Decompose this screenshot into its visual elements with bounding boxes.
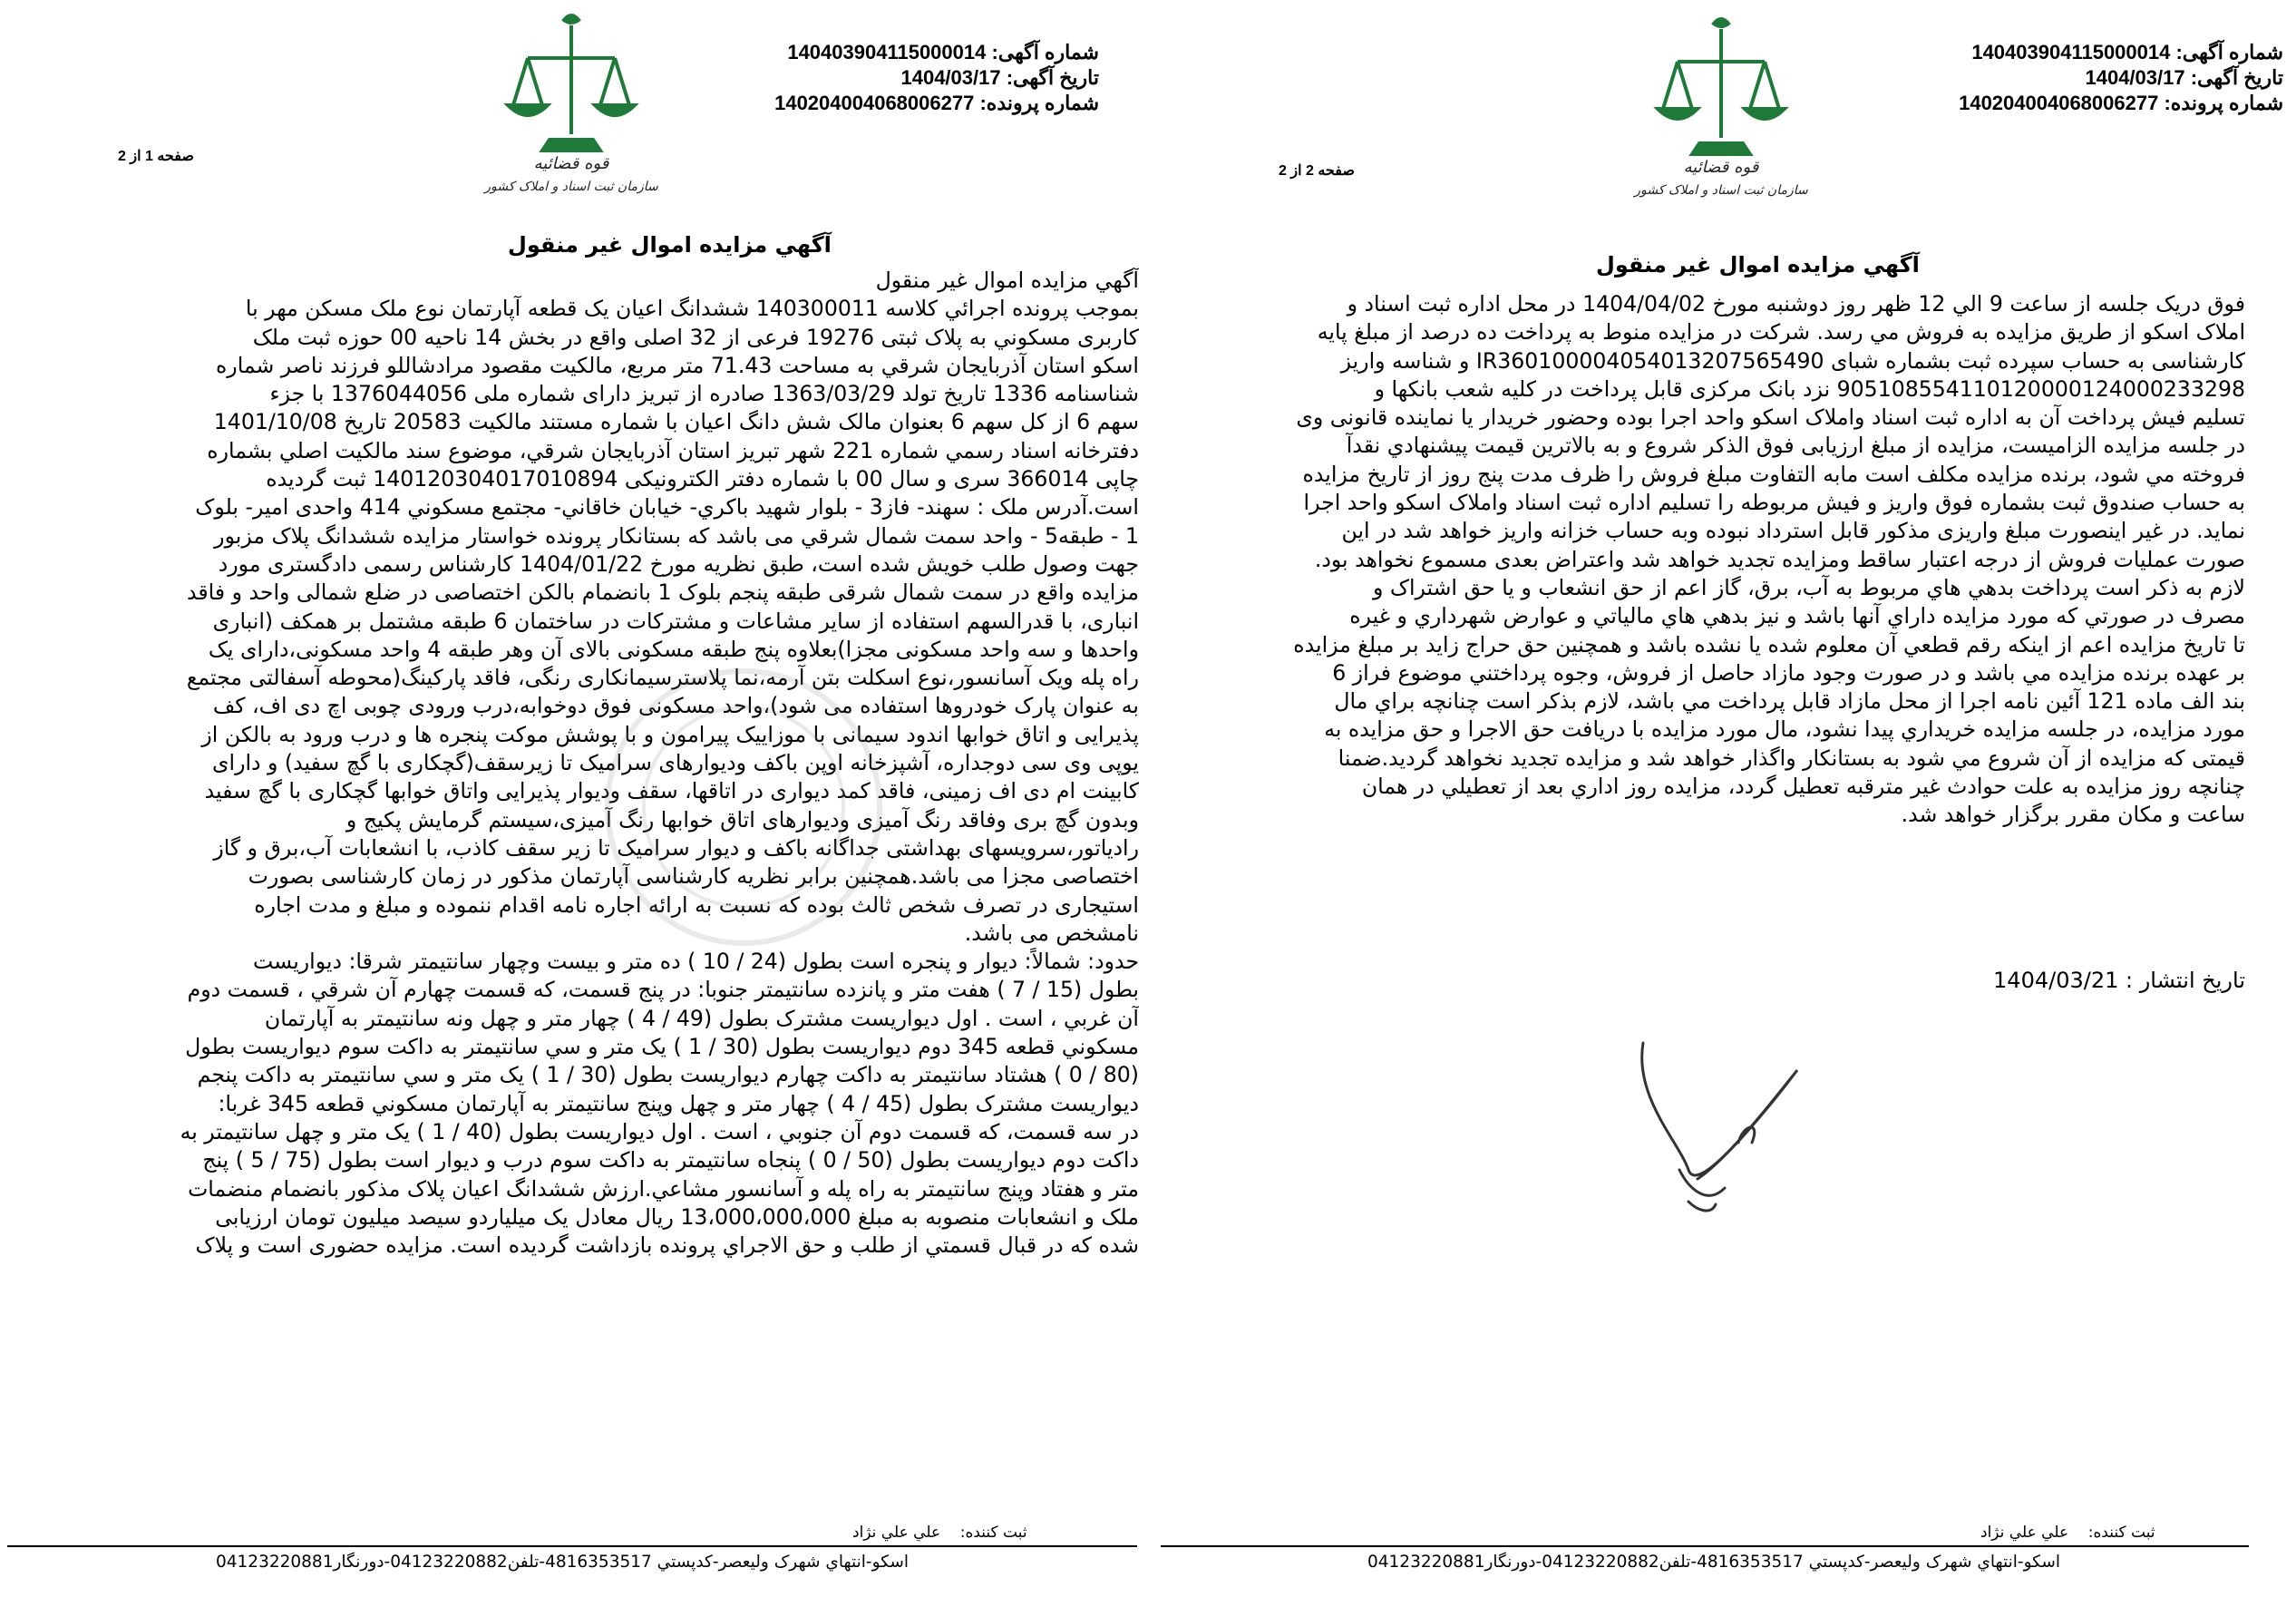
body-line: فوق دريک جلسه از ساعت 9 الي 12 ظهر روز دوشنبه مورخ 1404/04/02 در محل اداره ثبت اسناد و (1347, 291, 2245, 316)
ad-number: 140403904115000014 (787, 41, 987, 63)
body-line: حدود: شمالاً: ديوار و پنجره است بطول (24 / 10 ) ده متر و بيست وچهار سانتيمتر شرقا: ديواريست (252, 949, 1139, 975)
case-number-row: شماره پرونده: 140204004068006277 (1959, 92, 2283, 114)
registrar-name: علي علي نژاد (1980, 1524, 2069, 1542)
body-line: سهم 6 از کل سهم 6 بعنوان مالک شش دانگ اعيان با شماره مستند مالکيت 20583 تاريخ 1401/10/08 (213, 409, 1139, 435)
publish-date-label: تاريخ انتشار : (2126, 968, 2245, 993)
body-line: کابينت ام دی اف زمينی، فاقد کمد ديواری در اتاقها، سقف وديوار پذيرايی واتاق خوابها گچکاری با گچ سفيد (204, 778, 1139, 804)
handwritten-signature (1625, 1034, 1806, 1224)
publish-date: 1404/03/21 (1993, 968, 2119, 993)
footer-divider (7, 1545, 1137, 1547)
logo-sub-name: سازمان ثبت اسناد و املاک کشور (484, 180, 658, 194)
body-line: مورد مزايده، در جلسه مزايده خريداري پيدا نشود، مال مورد مزايده با دريافت حق الاجرا و حق مزايده به (1324, 716, 2245, 743)
ad-header (774, 40, 1099, 116)
ad-header (1959, 40, 2283, 116)
document-title: آگهي مزايده اموال غير منقول (1596, 252, 1920, 278)
registrar-name: علي علي نژاد (852, 1524, 941, 1542)
body-line: کاربری مسکوني به پلاک ثبتی 19276 فرعی از 32 اصلی واقع در بخش 14 ناحيه 00 حوزه ثبت ملک (252, 324, 1139, 350)
body-line: نمايد. در غير اينصورت مبلغ واريزی مذکور قابل استرداد نبوده وبه حساب خزانه واريز خواهد شد در اين (1341, 518, 2245, 544)
body-line: نامشخص می باشد. (964, 920, 1139, 946)
ad-date: 1404/03/17 (900, 66, 1001, 89)
footer-contact: اسکو-انتهاي شهرک وليعصر-کدپستي 4816353517-تلفن04123220882-دورنگار04123220881 (1367, 1553, 2060, 1572)
document-page-2 (1161, 0, 2296, 1597)
body-line: چاپی 366014 سری و سال 00 با شماره دفتر الکترونيکی 140120304017010894 ثبت گرديده (266, 466, 1139, 492)
body-line: املاک اسکو از طريق مزايده به فروش مي رسد. شرکت در مزايده منوط به پرداخت ده درصد از مبلغ پايه (1317, 319, 2245, 346)
ad-number: 140403904115000014 (1971, 41, 2171, 63)
body-line: اختصاصی مجزا می باشد.همچنين برابر نظريه کارشناسی آپارتمان مذکور در زمان کارشناسی بصورت (248, 863, 1139, 890)
body-line: 1 - طبقه5 - واحد سمت شمال شرقي می باشد که بستانکار پرونده خواستار مزايده ششدانگ پلاک مزبور (214, 522, 1139, 549)
body-line: شناسنامه 1336 تاريخ تولد 1363/03/29 صادره از تبريز دارای شماره ملی 1376044056 با جزء (269, 381, 1139, 407)
body-line: بموجب پرونده اجرائي کلاسه 140300011 ششدانگ اعيان يک قطعه آپارتمان نوع ملک مسکن مهر با (245, 296, 1139, 322)
body-line: واحدها و سه واحد مسکونی مجزا)بعلاوه پنج طبقه مسکونی بالای آن وهر طبقه 4 واحد مسکونی،دارای يک (208, 636, 1139, 662)
body-line: مسکوني قطعه 345 دوم ديواريست بطول (30 / 1 ) يک متر و سي سانتيمتر به داکت سوم ديواريست بطول (185, 1034, 1139, 1060)
body-line: تسليم فيش پرداخت آن به اداره ثبت اسناد واملاک اسکو واحد اجرا بوده وحضور خريدار يا نماينده قانونی وی (1296, 404, 2245, 431)
case-number: 140204004068006277 (1959, 92, 2159, 114)
registrar-row (852, 1524, 1027, 1542)
publish-date-row (1993, 967, 2245, 994)
registrar-label: ثبت کننده: (959, 1524, 1027, 1542)
document-body (0, 267, 1139, 1260)
body-line: ساعت و مکان مقرر برگزار خواهد شد. (1901, 802, 2245, 828)
page-number-label: صفحه 1 از 2 (118, 149, 194, 164)
ad-date-row: تاریخ آگهی: 1404/03/17 (2085, 66, 2283, 89)
body-line: دفترخانه اسناد رسمي شماره 221 شهر تبريز استان آذربايجان شرقي، موضوع سند مالکيت اصلي بشماره (207, 437, 1139, 463)
body-line: صورت عمليات فروش از درجه اعتبار ساقط ومزايده تجديد خواهد شد واعتراض بعدی مسموع نخواهد بود. (1314, 546, 2245, 572)
watermark (580, 653, 907, 961)
body-line: پذيرايی و اتاق خوابها اندود سيمانی با موزاييک پيرامون و با پوشش موکت پنجره ها و درب ورود به بالکن از (201, 721, 1139, 747)
body-line: جهت وصول طلب خويش شده است، طبق نظريه مورخ 1404/01/22 کارشناس رسمی دادگستری مورد (218, 550, 1139, 577)
body-line: بطول (15 / 7 ) هفت متر و پانزده سانتيمتر جنوبا: در پنج قسمت، که قسمت چهارم آن شرقي ، قسمت دوم (187, 977, 1139, 1003)
body-line: ملک و انشعابات منصوبه به مبلغ 13،000،000،000 ريال معادل يک ميلياردو سيصد ميليون تومان ارزيابی (215, 1203, 1139, 1230)
body-line: يوپی وی سی دوجداره، آشپزخانه اوپن باکف وديوارهای سراميک تا زيرسقف(گچکاری با گچ سفيد) و دارای (212, 750, 1139, 776)
body-line: اسکو استان آذربايجان شرقي به مساحت 71.43 متر مربع، مالکيت مقصود مرادشاللو فرزند ناصر شماره (215, 352, 1139, 378)
body-line: رادياتور،سرويسهای بهداشتی جداگانه باکف و ديوار سراميک تا زير سقف کاذب، با انشعابات آب،برق و گاز (213, 834, 1139, 861)
logo-org-name: قوه قضائیه (1683, 158, 1759, 177)
logo-sub-name: سازمان ثبت اسناد و املاک کشور (1634, 183, 1808, 198)
body-line: لازم به ذکر است پرداخت بدهي هاي مربوط به آب، برق، گاز اعم از حق انشعاب و يا حق اشتراک و (1372, 574, 2245, 600)
footer-contact: اسکو-انتهاي شهرک وليعصر-کدپستي 4816353517-تلفن04123220882-دورنگار04123220881 (216, 1553, 909, 1572)
body-line: بند الف ماده 121 آئين نامه اجرا از محل مازاد قابل پرداخت مي باشد، لازم بذکر است چنانچه براي مال (1334, 688, 2245, 715)
body-line: 905108554110120000124000233298 نزد بانک مرکزی قابل پرداخت در کليه شعب بانکها و (1374, 375, 2245, 402)
body-line: مصرف در صورتي که مورد مزايده داراي آنها باشد و نيز بدهي هاي مالياتي و عوارض شهرداري و غيره (1349, 603, 2245, 629)
registrar-label: ثبت کننده: (2087, 1524, 2155, 1542)
case-number: 140204004068006277 (774, 92, 975, 114)
case-number-row: شماره پرونده: 140204004068006277 (774, 92, 1099, 114)
body-line: است.آدرس ملک : سهند- فاز3 - بلوار شهيد باکري- خيابان خاقاني- مجتمع مسکوني 414 واحدی امير- بلوک (195, 494, 1139, 521)
body-line: مزايده واقع در سمت شمال شرقی طبقه پنجم بلوک 1 بانضمام بالکن اختصاصی در ضلع شمالی واحد و فاقد (186, 579, 1139, 606)
body-line: داکت دوم ديواريست بطول (50 / 0 ) پنجاه سانتيمتر به داکت سوم درب و ديوار است بطول (75 / 5 ) پنج (202, 1147, 1139, 1173)
registrar-row (1980, 1524, 2155, 1542)
ad-number-row: شماره آگهی: 140403904115000014 (1971, 41, 2283, 63)
body-line: آگهي مزايده اموال غير منقول (875, 268, 1139, 293)
body-line: بر عهده برنده مزايده مي باشد و در صورت وجود مازاد حاصل از فروش، وجوه پرداختني موضوع فراز 6 (1332, 659, 2245, 686)
body-line: چنانچه روز مزايده به علت حوادث غير مترقبه تعطيل گردد، مزايده روز اداري بعد از تعطيلي در همان (1361, 774, 2245, 800)
body-line: آن غربي ، است . اول ديواريست مشترک بطول (49 / 4 ) چهار متر و چهل ونه سانتيمتر به آپارتمان (264, 1005, 1139, 1031)
body-line: در جلسه مزايده الزاميست، مزايده از مبلغ ارزيابی فوق الذکر شروع و به بالاترين قيمت پيشنهادي نقدآ (1346, 433, 2245, 459)
scales-of-justice-icon (481, 7, 662, 198)
document-title: آگهي مزايده اموال غير منقول (508, 232, 832, 258)
logo-org-name: قوه قضائیه (533, 154, 609, 173)
footer-divider (1161, 1545, 2249, 1547)
body-line: تا تاريخ مزايده اعم از اينکه رقم قطعي آن معلوم شده يا نشده باشد و همچنين حق حراج زايد بر مبلغ مزايده (1293, 631, 2245, 657)
body-line: شده که در قبال قسمتي از طلب و حق الاجراي پرونده بازداشت گرديده است. مزايده حضوری است و پلاک (195, 1232, 1139, 1259)
body-line: قيمتی که مزايده از آن شروع مي شود به بستانکار واگذار خواهد شد و مزايده تجديد نخواهد گرديد.ضمنا (1338, 745, 2245, 771)
ad-date-row: تاریخ آگهی: 1404/03/17 (900, 66, 1099, 89)
body-line: استيجاری در تصرف شخص ثالث بوده که نسبت به ارائه اجاره نامه اقدام ننموده و مبلغ و مدت اجاره (254, 891, 1139, 918)
body-line: در سه قسمت، که قسمت دوم آن جنوبي ، است . اول ديواريست بطول (40 / 1 ) يک متر و چهل سانتيمتر به (180, 1118, 1139, 1144)
scales-of-justice-icon (1630, 11, 1812, 201)
body-line: راه پله ويک آسانسور،نوع اسکلت بتن آرمه،نما پلاسترسيمانکاری رنگی، فاقد پارکينگ(محوطه آسفالتی مجتمع (186, 665, 1139, 691)
body-line: کارشناسی به حساب سپرده ثبت بشماره شبای IR360100004054013207565490 و شناسه واريز (1340, 347, 2245, 374)
body-line: ديواريست مشترک بطول (45 / 4 ) چهار متر و چهل وپنج سانتيمتر به آپارتمان مسکوني قطعه 345 غربا: (218, 1090, 1139, 1116)
document-body (1188, 290, 2245, 830)
body-line: فروخته مي شود، برنده مزايده مکلف است مابه التفاوت مبلغ فروش را ظرف مدت پنج روز از تاريخ مزايده (1302, 461, 2245, 487)
body-line: متر و هفتاد وپنج سانتيمتر به راه پله و آسانسور مشاعي.ارزش ششدانگ اعيان پلاک مذکور بانضمام منضمات (188, 1175, 1139, 1202)
body-line: (80 / 0 ) هشتاد سانتيمتر به داکت چهارم ديواريست بطول (30 / 1 ) يک متر و سي سانتيمتر به داکت پنجم (197, 1062, 1139, 1088)
ad-date: 1404/03/17 (2085, 66, 2185, 89)
body-line: وبدون گچ بری وفاقد رنگ آميزی وديوارهای اتاق خوابها رنگ آميزی،سيستم گرمايش پکيج و (345, 806, 1139, 833)
body-line: به عنوان پارک خودروها استفاده می شود)،واحد مسکونی فوق دوخوابه،درب ورودی چوبی اچ دی اف، کف (212, 693, 1139, 719)
page-gutter (1150, 0, 1161, 1597)
body-line: به حساب صندوق ثبت بشماره فوق واريز و فيش مربوطه را تسليم اداره ثبت اسناد واملاک اسکو واحد اجرا (1303, 490, 2245, 516)
ad-number-row: شماره آگهی: 140403904115000014 (787, 41, 1099, 63)
page-number-label: صفحه 2 از 2 (1279, 163, 1355, 179)
body-line: انباری، با قدرالسهم استفاده از ساير مشاعات و مشترکات در ساختمان 6 طبقه مشتمل بر همکف (انباری (212, 608, 1139, 634)
